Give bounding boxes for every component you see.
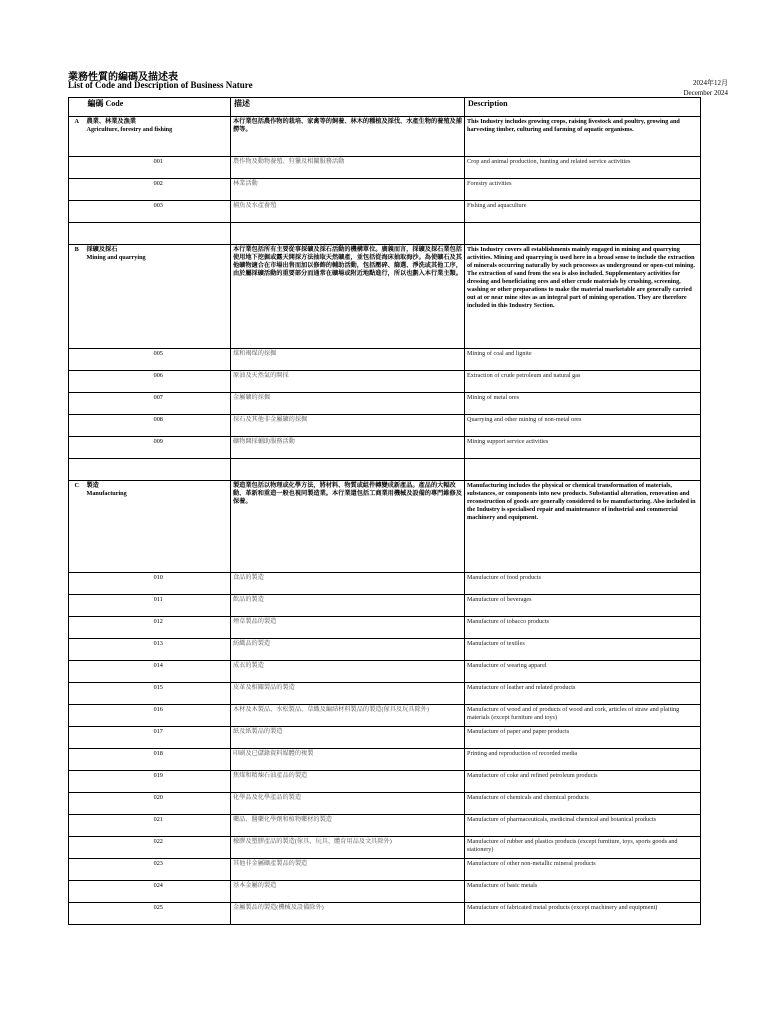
table-row [69,201,701,223]
row-desc-zh: 煤和褐煤的採掘 [231,349,465,371]
table-row [69,157,701,179]
row-blank-cell [69,573,85,595]
row-desc-en: Manufacture of leather and related products [465,683,701,705]
spacer-cell [85,223,231,245]
row-desc-zh: 林業活動 [231,179,465,201]
spacer-cell [69,459,85,481]
section-desc-en: This Industry includes growing crops, raising livestock and poultry, growing and harvesting timber, culturing and farming of aquatic organisms. [465,117,701,157]
header-desc-zh: 描述 [231,98,465,117]
row-code: 023 [85,859,231,881]
row-blank-cell [69,201,85,223]
row-desc-en: Manufacture of wearing apparel [465,661,701,683]
row-desc-zh: 橡膠及塑膠產品的製造(傢具、玩具、體育用品及文具除外) [231,837,465,859]
row-desc-en: Quarrying and other mining of non-metal ores [465,415,701,437]
row-desc-en: Manufacture of wood and of products of wood and cork, articles of straw and plaiting materials (except furniture and toys) [465,705,701,727]
table-row [69,749,701,771]
row-desc-en: Manufacture of beverages [465,595,701,617]
spacer-cell [231,459,465,481]
section-name-en: Agriculture, forestry and fishing [86,126,173,133]
spacer-row [69,223,701,245]
table-row [69,683,701,705]
row-desc-en: Extraction of crude petroleum and natural gas [465,371,701,393]
row-blank-cell [69,349,85,371]
row-desc-zh: 印刷及已儲錄資料媒體的複製 [231,749,465,771]
section-name-en: Manufacturing [86,490,127,497]
row-desc-en: Fishing and aquaculture [465,201,701,223]
row-desc-zh: 成衣的製造 [231,661,465,683]
row-code: 022 [85,837,231,859]
spacer-cell [69,223,85,245]
section-letter: B [69,245,85,349]
row-desc-zh: 化學品及化學產品的製造 [231,793,465,815]
row-blank-cell [69,705,85,727]
section-desc-en: This Industry covers all establishments mainly engaged in mining and quarrying activities. Mining and quarrying is used here in a broad sense to include the extraction of minerals occurring naturally by such processes as underground or open-cut mining. The extraction of sand from the sea is also included. Supplementary activities for dressing and beneficiating ores and other crude materials by crushing, screening, washing or other preparations to make the material marketable are generally carried out at or near mine sites as an integral part of mining operation. They are therefore included in this Industry Section. [465,245,701,349]
section-desc-zh: 本行業包括農作物的栽培、家禽等的飼養、林木的種植及採伐、水產生物的養殖及捕撈等。 [231,117,465,157]
row-desc-en: Crop and animal production, hunting and related service activities [465,157,701,179]
row-code: 012 [85,617,231,639]
row-code: 001 [85,157,231,179]
section-letter: C [69,481,85,573]
row-code: 024 [85,881,231,903]
header-desc-en: Description [465,98,701,117]
row-blank-cell [69,793,85,815]
section-row [69,245,701,349]
row-blank-cell [69,415,85,437]
row-blank-cell [69,837,85,859]
row-blank-cell [69,727,85,749]
row-code: 021 [85,815,231,837]
section-name [85,245,231,349]
row-desc-en: Mining support service activities [465,437,701,459]
row-code: 020 [85,793,231,815]
row-blank-cell [69,881,85,903]
table-row [69,837,701,859]
row-desc-zh: 其他非金屬礦產製品的製造 [231,859,465,881]
business-nature-table-wrap [68,97,700,925]
row-code: 017 [85,727,231,749]
business-nature-table [68,97,701,925]
row-desc-en: Manufacture of basic metals [465,881,701,903]
table-row [69,859,701,881]
header-blank-cell [69,98,85,117]
row-desc-zh: 食品的製造 [231,573,465,595]
spacer-cell [231,223,465,245]
table-row [69,179,701,201]
table-row [69,349,701,371]
section-row [69,481,701,573]
table-row [69,371,701,393]
row-desc-en: Manufacture of rubber and plastics products (except furniture, toys, sports goods and stationery) [465,837,701,859]
table-row [69,617,701,639]
section-name [85,117,231,157]
row-code: 025 [85,903,231,925]
row-desc-zh: 焦煤和精煉石油產品的製造 [231,771,465,793]
row-desc-en: Manufacture of chemicals and chemical products [465,793,701,815]
section-desc-zh: 本行業包括所有主要從事採礦及採石活動的機構單位。廣義而言，採礦及採石業包括使用地下挖掘或露天開採方法抽取天然礦產，並包括從海床抽取海沙。為使礦石及其他礦物適合在市場出售而加以修飾的輔助活動，包括壓碎、篩選、淨洗或其他工序，由於屬採礦活動的重要部分而通常在礦場或附近地點進行，所以也劃入本行業主類。 [231,245,465,349]
table-row [69,771,701,793]
spacer-cell [465,223,701,245]
row-desc-zh: 金屬製品的製造(機械及設備除外) [231,903,465,925]
table-row [69,573,701,595]
table-row [69,705,701,727]
table-row [69,639,701,661]
row-blank-cell [69,815,85,837]
row-desc-en: Manufacture of paper and paper products [465,727,701,749]
row-desc-en: Manufacture of pharmaceuticals, medicinal chemical and botanical products [465,815,701,837]
row-code: 013 [85,639,231,661]
row-code: 016 [85,705,231,727]
row-desc-en: Manufacture of coke and refined petroleum products [465,771,701,793]
row-desc-en: Manufacture of textiles [465,639,701,661]
table-header-row [69,98,701,117]
section-name-zh: 製造 [86,482,99,489]
row-code: 010 [85,573,231,595]
row-desc-zh: 基本金屬的製造 [231,881,465,903]
table-row [69,793,701,815]
row-desc-en: Manufacture of fabricated metal products (except machinery and equipment) [465,903,701,925]
row-desc-zh: 紡織品的製造 [231,639,465,661]
row-desc-en: Forestry activities [465,179,701,201]
row-code: 018 [85,749,231,771]
row-desc-en: Manufacture of tobacco products [465,617,701,639]
page-title-zh: 業務性質的編碼及描述表 [68,72,178,83]
page-title-en: List of Code and Description of Business Nature [68,80,253,90]
row-desc-zh: 捕魚及水產養殖 [231,201,465,223]
header-code: 編碼 Code [85,98,231,117]
row-code: 019 [85,771,231,793]
table-row [69,415,701,437]
row-code: 005 [85,349,231,371]
section-name-en: Mining and quarrying [86,254,146,261]
row-code: 007 [85,393,231,415]
row-code: 011 [85,595,231,617]
table-row [69,437,701,459]
table-row [69,661,701,683]
table-row [69,881,701,903]
row-blank-cell [69,859,85,881]
section-name-zh: 採礦及採石 [86,246,118,253]
row-blank-cell [69,437,85,459]
table-row [69,727,701,749]
date-en: December 2024 [683,89,728,97]
row-desc-zh: 農作物及動物養殖、狩獵及相關服務活動 [231,157,465,179]
row-desc-zh: 皮革及相關製品的製造 [231,683,465,705]
row-desc-en: Mining of metal ores [465,393,701,415]
table-row [69,903,701,925]
row-code: 014 [85,661,231,683]
row-blank-cell [69,371,85,393]
row-desc-en: Manufacture of other non-metallic mineral products [465,859,701,881]
row-blank-cell [69,683,85,705]
row-desc-en: Mining of coal and lignite [465,349,701,371]
date-zh: 2024年12月 [693,79,728,87]
row-desc-zh: 煙草製品的製造 [231,617,465,639]
row-desc-zh: 紙及紙製品的製造 [231,727,465,749]
row-code: 015 [85,683,231,705]
row-code: 003 [85,201,231,223]
row-desc-zh: 採石及其他非金屬礦的採掘 [231,415,465,437]
row-desc-zh: 原油及天然氣的開採 [231,371,465,393]
section-name [85,481,231,573]
row-code: 009 [85,437,231,459]
row-desc-en: Printing and reproduction of recorded media [465,749,701,771]
row-desc-zh: 藥品、醫藥化學劑和植物藥材的製造 [231,815,465,837]
spacer-cell [85,459,231,481]
table-row [69,815,701,837]
row-desc-en: Manufacture of food products [465,573,701,595]
row-blank-cell [69,749,85,771]
spacer-row [69,459,701,481]
row-blank-cell [69,639,85,661]
row-blank-cell [69,903,85,925]
row-code: 006 [85,371,231,393]
section-name-zh: 農業、林業及漁業 [86,118,136,125]
row-blank-cell [69,179,85,201]
section-desc-zh: 製造業包括以物理或化學方法，將材料、物質或組件轉變成新產品。產品的大幅改動、革新和重造一般也視同製造業。本行業還包括工商業用機械及設備的專門維修及保養。 [231,481,465,573]
date-block [683,78,728,98]
table-row [69,595,701,617]
row-desc-zh: 飲品的製造 [231,595,465,617]
row-blank-cell [69,661,85,683]
spacer-cell [465,459,701,481]
row-blank-cell [69,157,85,179]
row-blank-cell [69,617,85,639]
row-blank-cell [69,595,85,617]
section-letter: A [69,117,85,157]
row-desc-zh: 木材及木製品、水松製品、草織及編結材料製品的製造(傢具及玩具除外) [231,705,465,727]
table-row [69,393,701,415]
row-code: 008 [85,415,231,437]
row-blank-cell [69,393,85,415]
row-blank-cell [69,771,85,793]
row-desc-zh: 礦物開採輔助服務活動 [231,437,465,459]
section-desc-en: Manufacturing includes the physical or chemical transformation of materials, substances, or components into new products. Substantial alteration, renovation and reconstruction of goods are generally considered to be manufacturing. Also included in the Industry is specialised repair and maintenance of industrial and commercial machinery and equipment. [465,481,701,573]
row-desc-zh: 金屬礦的採掘 [231,393,465,415]
section-row [69,117,701,157]
row-code: 002 [85,179,231,201]
